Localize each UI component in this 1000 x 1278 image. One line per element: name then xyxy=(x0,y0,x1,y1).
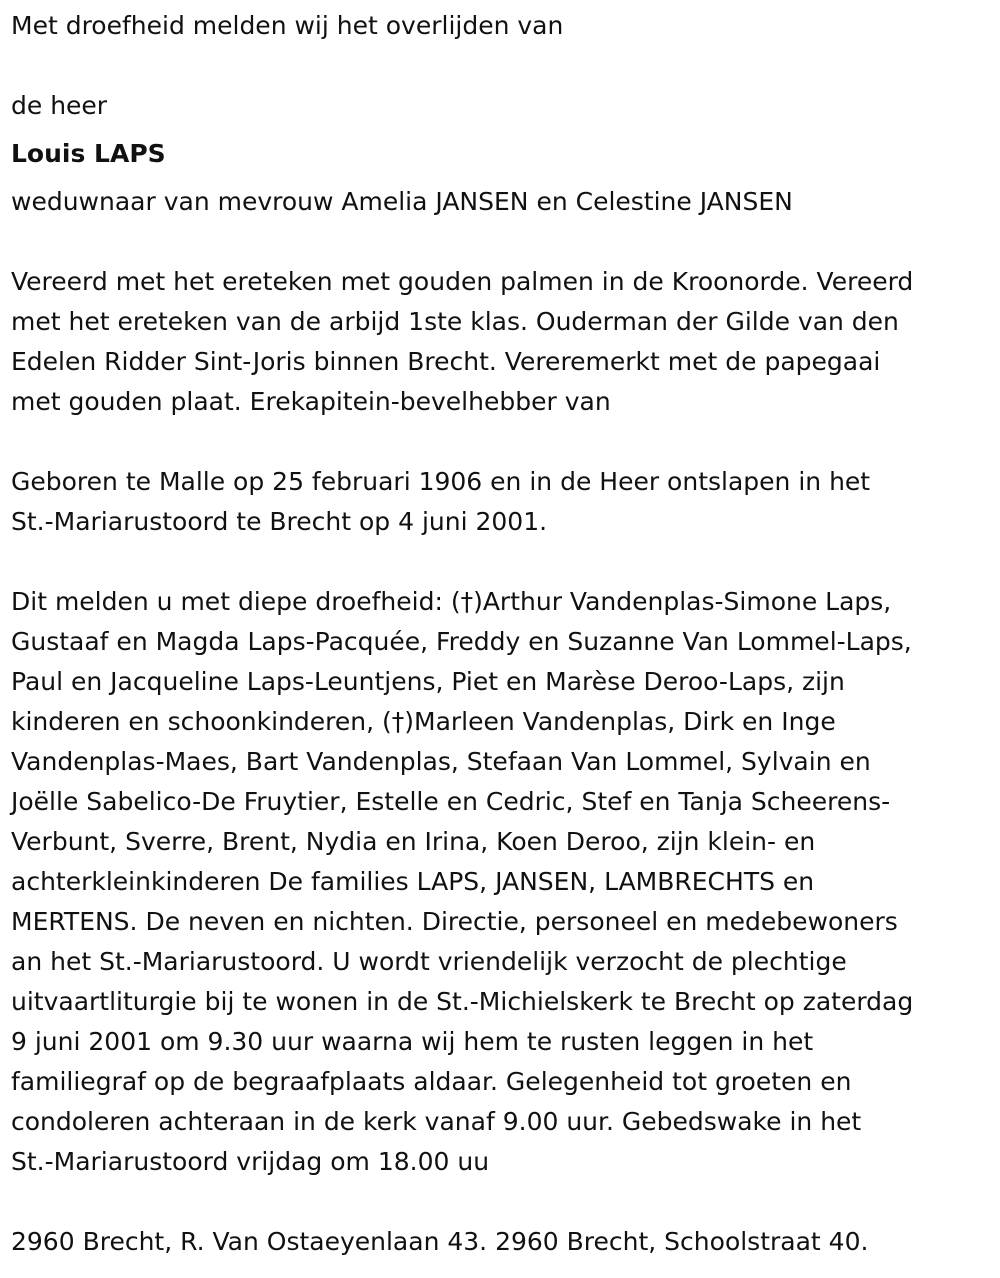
honors-line: Edelen Ridder Sint-Joris binnen Brecht. Vereremerkt met de papegaai xyxy=(11,347,881,376)
family-line: St.-Mariarustoord vrijdag om 18.00 uu xyxy=(11,1147,490,1176)
family-line: an het St.-Mariarustoord. U wordt vriendelijk verzocht de plechtige xyxy=(11,947,847,976)
family-line: Joëlle Sabelico-De Fruytier, Estelle en Cedric, Stef en Tanja Scheerens- xyxy=(11,787,891,816)
honors-line: Vereerd met het ereteken met gouden palmen in de Kroonorde. Vereerd xyxy=(11,267,914,296)
birth-line: Geboren te Malle op 25 februari 1906 en in de Heer ontslapen in het xyxy=(11,467,871,496)
birth-line: St.-Mariarustoord te Brecht op 4 juni 2001. xyxy=(11,507,548,536)
family-line: uitvaartliturgie bij te wonen in de St.-Michielskerk te Brecht op zaterdag xyxy=(11,987,914,1016)
intro-text: Met droefheid melden wij het overlijden van xyxy=(11,11,564,40)
family-line: achterkleinkinderen De families LAPS, JANSEN, LAMBRECHTS en xyxy=(11,867,815,896)
address-text: 2960 Brecht, R. Van Ostaeyenlaan 43. 2960 Brecht, Schoolstraat 40. xyxy=(11,1227,869,1256)
family-line: Verbunt, Sverre, Brent, Nydia en Irina, Koen Deroo, zijn klein- en xyxy=(11,827,816,856)
honors-line: met het ereteken van de arbijd 1ste klas. Ouderman der Gilde van den xyxy=(11,307,899,336)
family-line: familiegraf op de begraafplaats aldaar. Gelegenheid tot groeten en xyxy=(11,1067,852,1096)
deceased-name: Louis LAPS xyxy=(11,139,166,168)
family-line: MERTENS. De neven en nichten. Directie, personeel en medebewoners xyxy=(11,907,898,936)
family-line: Paul en Jacqueline Laps-Leuntjens, Piet en Marèse Deroo-Laps, zijn xyxy=(11,667,845,696)
family-line: Vandenplas-Maes, Bart Vandenplas, Stefaan Van Lommel, Sylvain en xyxy=(11,747,871,776)
family-line: condoleren achteraan in de kerk vanaf 9.00 uur. Gebedswake in het xyxy=(11,1107,862,1136)
family-line: Gustaaf en Magda Laps-Pacquée, Freddy en Suzanne Van Lommel-Laps, xyxy=(11,627,912,656)
family-line: kinderen en schoonkinderen, (†)Marleen Vandenplas, Dirk en Inge xyxy=(11,707,836,736)
widower-text: weduwnaar van mevrouw Amelia JANSEN en Celestine JANSEN xyxy=(11,187,793,216)
family-line: Dit melden u met diepe droefheid: (†)Arthur Vandenplas-Simone Laps, xyxy=(11,587,892,616)
honors-line: met gouden plaat. Erekapitein-bevelhebber van xyxy=(11,387,611,416)
salutation-text: de heer xyxy=(11,91,108,120)
family-line: 9 juni 2001 om 9.30 uur waarna wij hem te rusten leggen in het xyxy=(11,1027,814,1056)
